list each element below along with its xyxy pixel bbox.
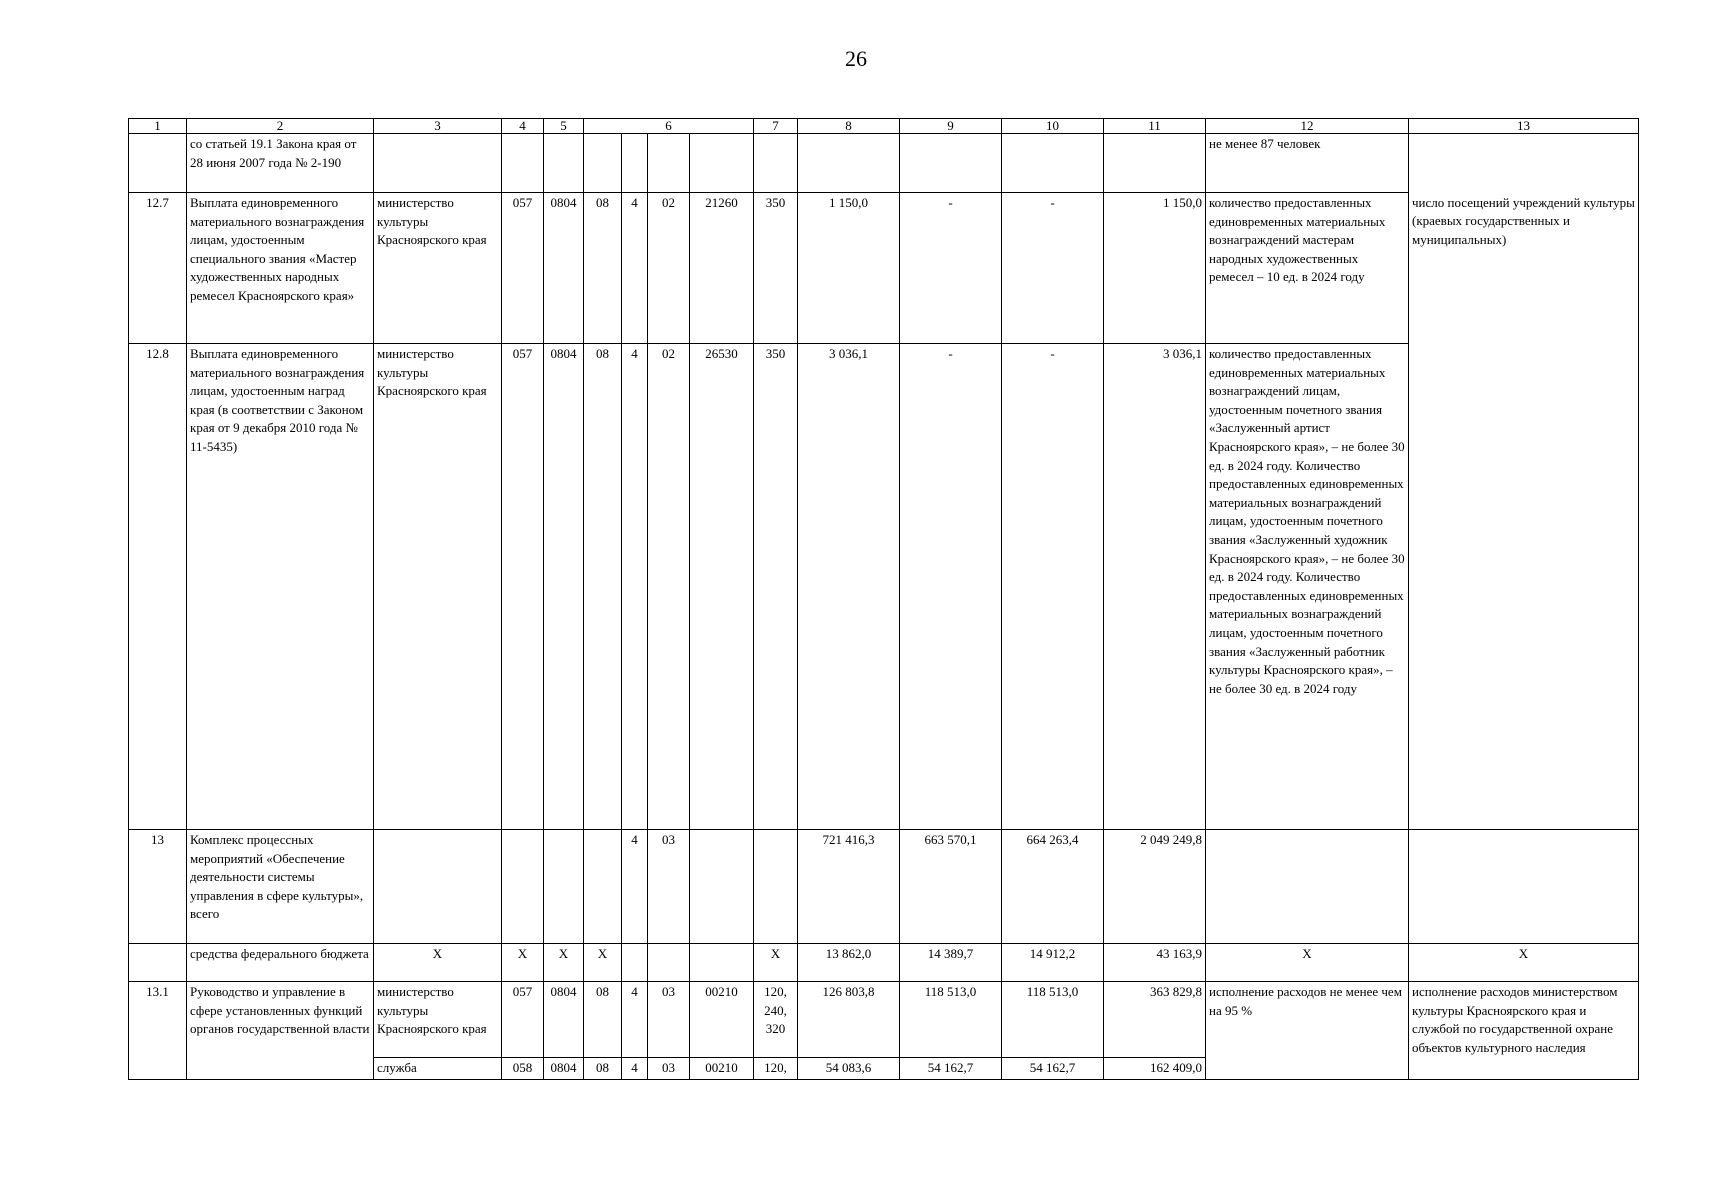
- row-result: количество предоставленных единовременных материальных вознаграждений лицам, удостоенным почетного звания «Заслуженный артист Красноярского края», – не более 30 ед. в 2024 году. Количество предоставленных единовременных материальных вознаграждений лицам, удостоенным почетного звания «Заслуженный художник Красноярского края», – не более 30 ед. в 2024 году. Количество предоставленных единовременных материальных вознаграждений лицам, удостоенным почетного звания «Заслуженный работник культуры Красноярского края», – не более 30 ед. в 2024 году: [1206, 344, 1409, 830]
- header-cell: 5: [544, 119, 584, 134]
- header-cell: 12: [1206, 119, 1409, 134]
- row-name: средства федерального бюджета: [187, 944, 374, 982]
- row-rzpr: 0804: [544, 982, 584, 1058]
- row-2026: 14 912,2: [1002, 944, 1104, 982]
- row-name: Руководство и управление в сфере установленных функций органов государственной власти: [187, 982, 374, 1080]
- row-2024: 54 083,6: [798, 1058, 900, 1080]
- header-cell: 13: [1409, 119, 1639, 134]
- row-csr-program: 08: [584, 1058, 622, 1080]
- row-total: 3 036,1: [1104, 344, 1206, 830]
- row-2025: -: [900, 344, 1002, 830]
- row-grbs: 057: [502, 982, 544, 1058]
- row-2025: 14 389,7: [900, 944, 1002, 982]
- header-cell: 7: [754, 119, 798, 134]
- row-name: Комплекс процессных мероприятий «Обеспечение деятельности системы управления в сфере культуры», всего: [187, 830, 374, 944]
- row-2026: 54 162,7: [1002, 1058, 1104, 1080]
- row-ministry: министерство культуры Красноярского края: [374, 982, 502, 1058]
- row-x: X: [374, 944, 502, 982]
- header-cell: 8: [798, 119, 900, 134]
- row-grbs: 057: [502, 344, 544, 830]
- header-row: [129, 119, 1639, 134]
- row-total: 2 049 249,8: [1104, 830, 1206, 944]
- row-csr-complex: 03: [648, 830, 690, 944]
- row-rzpr: 0804: [544, 193, 584, 344]
- header-cell: 3: [374, 119, 502, 134]
- row-total: 363 829,8: [1104, 982, 1206, 1058]
- row-csr-type: 4: [622, 344, 648, 830]
- row-2025: 118 513,0: [900, 982, 1002, 1058]
- header-cell: 10: [1002, 119, 1104, 134]
- row-ministry: министерство культуры Красноярского края: [374, 193, 502, 344]
- row-result: количество предоставленных единовременных материальных вознаграждений мастерам народных художественных ремесел – 10 ед. в 2024 году: [1206, 193, 1409, 344]
- row-total: 43 163,9: [1104, 944, 1206, 982]
- row-2026: 118 513,0: [1002, 982, 1104, 1058]
- row-2024: 1 150,0: [798, 193, 900, 344]
- row-result: не менее 87 человек: [1206, 134, 1409, 193]
- row-vr: 350: [754, 344, 798, 830]
- row-csr-type: 4: [622, 830, 648, 944]
- row-x: X: [544, 944, 584, 982]
- row-csr-direction: 00210: [690, 982, 754, 1058]
- row-number: 12.8: [129, 344, 187, 830]
- row-csr-program: 08: [584, 982, 622, 1058]
- row-ministry: министерство культуры Красноярского края: [374, 344, 502, 830]
- row-x: X: [754, 944, 798, 982]
- row-rzpr: 0804: [544, 344, 584, 830]
- row-number: 13.1: [129, 982, 187, 1080]
- row-2025: -: [900, 193, 1002, 344]
- row-2024: 3 036,1: [798, 344, 900, 830]
- row-result: исполнение расходов не менее чем на 95 %: [1206, 982, 1409, 1080]
- row-csr-complex: 03: [648, 1058, 690, 1080]
- header-cell: 1: [129, 119, 187, 134]
- row-indicator: исполнение расходов министерством культуры Красноярского края и службой по государственной охране объектов культурного наследия: [1409, 982, 1639, 1080]
- page-number: 26: [845, 46, 867, 71]
- row-2024: 721 416,3: [798, 830, 900, 944]
- row-name: со статьей 19.1 Закона края от 28 июня 2007 года № 2-190: [187, 134, 374, 193]
- budget-table: [128, 118, 1639, 1080]
- row-2025: 663 570,1: [900, 830, 1002, 944]
- row-csr-complex: 02: [648, 193, 690, 344]
- table-row: [129, 944, 1639, 982]
- row-2026: -: [1002, 344, 1104, 830]
- row-2024: 13 862,0: [798, 944, 900, 982]
- header-cell: 6: [584, 119, 754, 134]
- row-x: X: [584, 944, 622, 982]
- row-csr-complex: 03: [648, 982, 690, 1058]
- row-2026: 664 263,4: [1002, 830, 1104, 944]
- row-csr-complex: 02: [648, 344, 690, 830]
- row-number: 12.7: [129, 193, 187, 344]
- table-row: [129, 830, 1639, 944]
- row-total: 1 150,0: [1104, 193, 1206, 344]
- row-csr-direction: 26530: [690, 344, 754, 830]
- row-csr-program: 08: [584, 344, 622, 830]
- row-vr: 350: [754, 193, 798, 344]
- row-2025: 54 162,7: [900, 1058, 1002, 1080]
- row-total: 162 409,0: [1104, 1058, 1206, 1080]
- row-vr: 120,: [754, 1058, 798, 1080]
- row-csr-direction: 00210: [690, 1058, 754, 1080]
- row-ministry: служба: [374, 1058, 502, 1080]
- row-csr-direction: 21260: [690, 193, 754, 344]
- row-csr-program: 08: [584, 193, 622, 344]
- row-name: Выплата единовременного материального вознаграждения лицам, удостоенным наград края (в соответствии с Законом края от 9 декабря 2010 года № 11-5435): [187, 344, 374, 830]
- row-x: X: [1206, 944, 1409, 982]
- row-x: X: [502, 944, 544, 982]
- table-row: [129, 982, 1639, 1058]
- row-csr-type: 4: [622, 193, 648, 344]
- row-csr-type: 4: [622, 1058, 648, 1080]
- header-cell: 4: [502, 119, 544, 134]
- table-row: [129, 134, 1639, 193]
- row-name: Выплата единовременного материального вознаграждения лицам, удостоенным специального звания «Мастер художественных народных ремесел Красноярского края»: [187, 193, 374, 344]
- row-csr-type: 4: [622, 982, 648, 1058]
- row-x: X: [1409, 944, 1639, 982]
- row-rzpr: 0804: [544, 1058, 584, 1080]
- table-row: [129, 193, 1639, 344]
- row-2026: -: [1002, 193, 1104, 344]
- row-grbs: 058: [502, 1058, 544, 1080]
- row-indicator: число посещений учреждений культуры (краевых государственных и муниципальных): [1409, 193, 1639, 830]
- row-vr: 120, 240, 320: [754, 982, 798, 1058]
- row-2024: 126 803,8: [798, 982, 900, 1058]
- row-number: 13: [129, 830, 187, 944]
- row-grbs: 057: [502, 193, 544, 344]
- header-cell: 9: [900, 119, 1002, 134]
- header-cell: 11: [1104, 119, 1206, 134]
- header-cell: 2: [187, 119, 374, 134]
